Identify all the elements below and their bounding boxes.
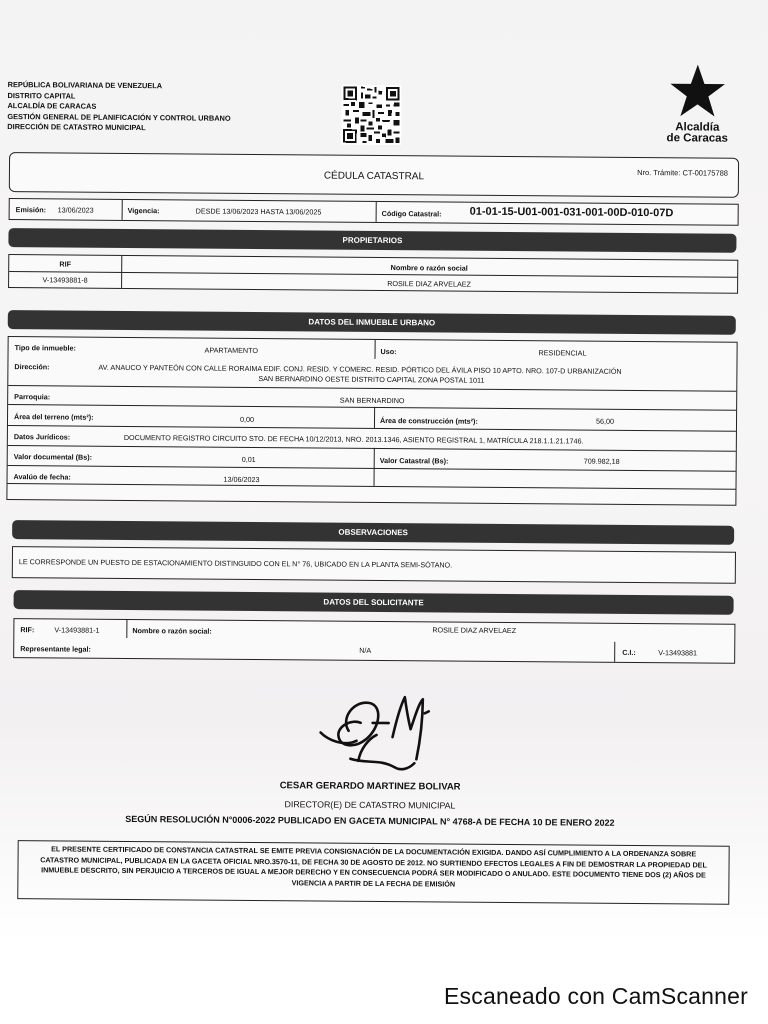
column-header: Nombre o razón social bbox=[390, 263, 468, 273]
header-line: ALCALDÍA DE CARACAS bbox=[7, 101, 97, 111]
institution-header bbox=[7, 80, 231, 134]
legal-line: EL PRESENTE CERTIFICADO DE CONSTANCIA CATASTRAL SE EMITE PREVIA CONSIGNACIÓN DE LA DOCUMENTACIÓN EXIGIDA. DANDO ASÍ CUMPLIMIENTO A LA ORDENANZA SOBRE bbox=[51, 844, 697, 859]
header-line: DIRECCIÓN DE CATASTRO MUNICIPAL bbox=[7, 122, 146, 133]
ci-value: V-13493881 bbox=[658, 648, 698, 658]
codigo-value: 01-01-15-U01-001-031-001-00D-010-07D bbox=[469, 205, 674, 220]
tipo-value: APARTAMENTO bbox=[204, 345, 258, 356]
header-line: REPÚBLICA BOLIVARIANA DE VENEZUELA bbox=[7, 80, 163, 91]
valor-documental-value: 0,01 bbox=[241, 454, 256, 464]
codigo-label: Código Catastral: bbox=[381, 208, 442, 219]
star-icon bbox=[668, 63, 726, 117]
logo-text: Alcaldía bbox=[675, 121, 720, 134]
area-construccion-label: Área de construcción (mts²): bbox=[379, 415, 478, 426]
propietarios-table bbox=[8, 254, 738, 294]
legal-line: VIGENCIA A PARTIR DE LA FECHA DE EMISIÓN bbox=[291, 877, 456, 889]
qr-code-icon bbox=[340, 85, 402, 145]
uso-value: RESIDENCIAL bbox=[538, 348, 587, 358]
parroquia-value: SAN BERNARDINO bbox=[339, 395, 405, 406]
solicitante-nombre-value: ROSILE DIAZ ARVELAEZ bbox=[432, 625, 517, 636]
document-title: CÉDULA CATASTRAL bbox=[323, 170, 425, 183]
logo-text: de Caracas bbox=[666, 132, 728, 145]
observaciones-text: LE CORRESPONDE UN PUESTO DE ESTACIONAMIENTO DISTINGUIDO CON EL N° 76, UBICADO EN LA PLANTA SEMI-SÓTANO. bbox=[18, 557, 453, 570]
title-box bbox=[9, 152, 739, 198]
uso-label: Uso: bbox=[380, 346, 397, 357]
representante-value: N/A bbox=[359, 645, 372, 655]
inmueble-table bbox=[6, 336, 737, 506]
vigencia-label: Vigencia: bbox=[127, 205, 160, 216]
valor-catastral-label: Valor Catastral (Bs): bbox=[379, 455, 449, 466]
ci-label: C.I.: bbox=[622, 647, 636, 657]
legal-line: INMUEBLE DESCRITO, SIN PERJUICIO A TERCEROS DE IGUAL A MEJOR DERECHO Y EN CONSECUENCIA PODRÁ SER MODIFICADO O ANULADO. ESTE DOCUMENTO TIENE DOS (2) AÑOS DE bbox=[41, 865, 706, 880]
juridicos-label: Datos Jurídicos: bbox=[13, 432, 71, 442]
solicitante-table bbox=[13, 618, 735, 664]
area-terreno-value: 0,00 bbox=[239, 414, 255, 424]
signatory-name: CESAR GERARDO MARTINEZ BOLIVAR bbox=[279, 780, 461, 793]
signatory-role: DIRECTOR(E) DE CATASTRO MUNICIPAL bbox=[284, 799, 456, 811]
tramite-number bbox=[637, 168, 728, 178]
area-construccion-value: 56,00 bbox=[595, 416, 615, 426]
signature-icon bbox=[310, 678, 441, 779]
solicitante-heading: DATOS DEL SOLICITANTE bbox=[14, 590, 734, 615]
representante-label: Representante legal: bbox=[20, 644, 91, 654]
valor-documental-label: Valor documental (Bs): bbox=[13, 452, 93, 462]
inmueble-heading: DATOS DEL INMUEBLE URBANO bbox=[8, 310, 736, 335]
cedula-document bbox=[0, 40, 748, 946]
avaluo-label: Avalúo de fecha: bbox=[13, 472, 71, 482]
parroquia-label: Parroquia: bbox=[14, 392, 51, 402]
legal-line: CATASTRO MUNICIPAL, PUBLICADA EN LA GACETA OFICIAL NRO.3570-11, DE FECHA 30 DE AGOSTO DE 2012. NO SURTIENDO EFECTOS LEGALES A FIN DE DEMOSTRAR LA PROPIEDAD DEL bbox=[40, 854, 707, 870]
solicitante-rif-value: V-13493881-1 bbox=[54, 625, 100, 635]
camscanner-watermark: Escaneado con CamScanner bbox=[444, 983, 748, 1009]
header-line: DISTRITO CAPITAL bbox=[7, 90, 76, 101]
direccion-line: SAN BERNARDINO OESTE DISTRITO CAPITAL ZONA POSTAL 1011 bbox=[258, 374, 485, 385]
header-line: GESTIÓN GENERAL DE PLANIFICACIÓN Y CONTROL URBANO bbox=[7, 111, 231, 123]
tipo-label: Tipo de inmueble: bbox=[14, 343, 76, 353]
emision-value: 13/06/2023 bbox=[57, 205, 94, 215]
valor-catastral-value: 709.982,18 bbox=[583, 456, 620, 466]
observaciones-heading: OBSERVACIONES bbox=[12, 520, 734, 545]
observaciones-box bbox=[12, 546, 736, 584]
vigencia-value: DESDE 13/06/2023 HASTA 13/06/2025 bbox=[195, 206, 322, 217]
propietarios-heading: PROPIETARIOS bbox=[8, 228, 736, 253]
alcaldia-logo bbox=[657, 63, 738, 144]
owner-rif: V-13493881-8 bbox=[42, 275, 88, 285]
avaluo-value: 13/06/2023 bbox=[223, 474, 260, 485]
direccion-line: AV. ANAUCO Y PANTEÓN CON CALLE RORAIMA EDIF. CONJ. RESID. Y COMERC. RESID. PÓRTICO DEL ÁVILA PISO 10 APTO. NRO. 107-D URBANIZACIÓN bbox=[98, 362, 622, 376]
tramite-label: Nro. Trámite: bbox=[637, 167, 681, 178]
tramite-value: CT-00175788 bbox=[682, 168, 729, 178]
solicitante-rif-label: RIF: bbox=[20, 625, 35, 635]
owner-name: ROSILE DIAZ ARVELAEZ bbox=[387, 279, 472, 289]
legal-notice bbox=[17, 840, 729, 905]
area-terreno-label: Área del terreno (mts²): bbox=[14, 412, 94, 422]
solicitante-nombre-label: Nombre o razón social: bbox=[132, 626, 212, 636]
emision-label: Emisión: bbox=[15, 205, 47, 215]
juridicos-value: DOCUMENTO REGISTRO CIRCUITO STO. DE FECHA 10/12/2013, NRO. 2013.1346, ASIENTO REGISTRAL 1, MATRÍCULA 218.1.1.21.1746. bbox=[123, 432, 584, 446]
column-header: RIF bbox=[59, 259, 72, 269]
info-row bbox=[9, 198, 739, 226]
resolucion: SEGÚN RESOLUCIÓN N°0006-2022 PUBLICADO EN GACETA MUNICIPAL N° 4768-A DE FECHA 10 DE ENERO 2022 bbox=[125, 813, 615, 828]
direccion-label: Dirección: bbox=[14, 362, 50, 372]
